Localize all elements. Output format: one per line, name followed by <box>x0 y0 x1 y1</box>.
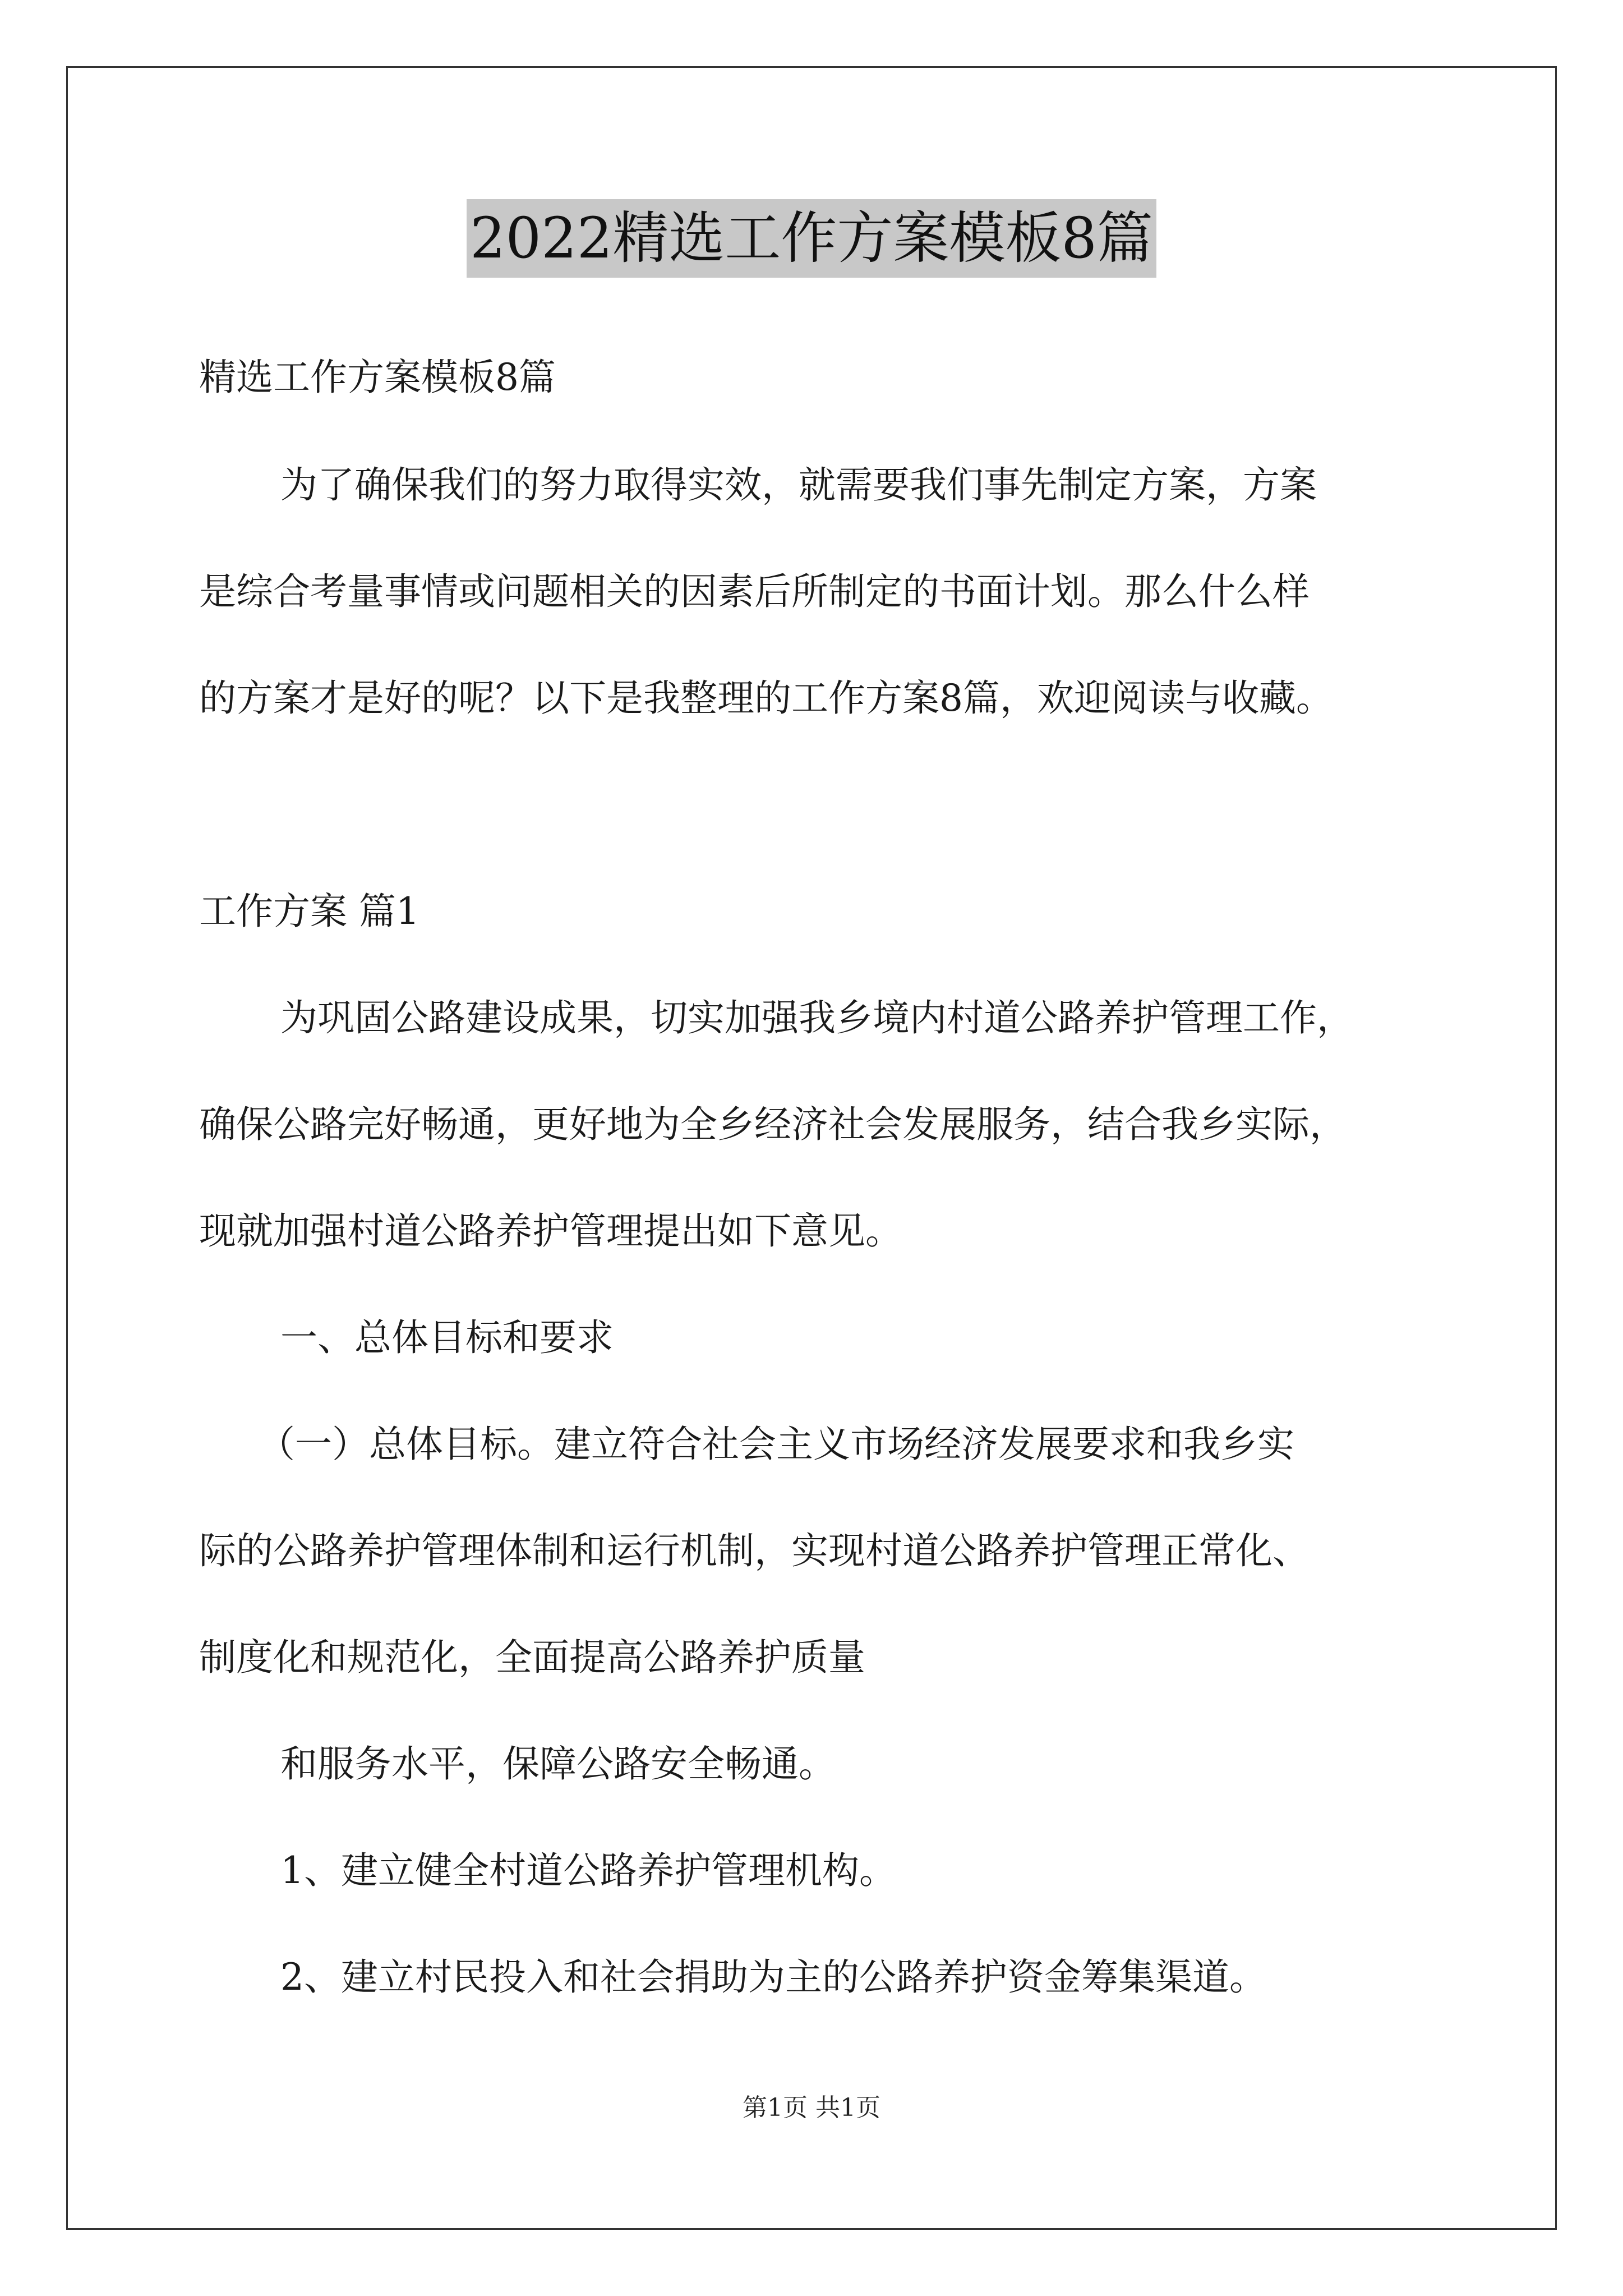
page-footer: 第1页 共1页 <box>743 2093 880 2122</box>
body-list-item: 2、建立村民投入和社会捐助为主的公路养护资金筹集渠道。 <box>280 1955 1266 1999</box>
intro-line-1: 为了确保我们的努力取得实效，就需要我们事先制定方案，方案 <box>280 463 1317 507</box>
body-line: 制度化和规范化，全面提高公路养护质量 <box>199 1636 865 1679</box>
body-line: 为巩固公路建设成果，切实加强我乡境内村道公路养护管理工作， <box>280 996 1354 1039</box>
document-subtitle: 精选工作方案模板8篇 <box>199 356 556 399</box>
intro-line-2: 是综合考量事情或问题相关的因素后所制定的书面计划。那么什么样 <box>199 570 1310 613</box>
body-list-item: 1、建立健全村道公路养护管理机构。 <box>280 1849 896 1892</box>
document-title: 2022精选工作方案模板8篇 <box>467 199 1156 278</box>
body-line: 现就加强村道公路养护管理提出如下意见。 <box>199 1209 902 1253</box>
section-heading: 工作方案 篇1 <box>199 890 419 933</box>
body-line: 确保公路完好畅通，更好地为全乡经济社会发展服务，结合我乡实际， <box>199 1103 1347 1146</box>
intro-line-3: 的方案才是好的呢？以下是我整理的工作方案8篇，欢迎阅读与收藏。 <box>199 677 1333 720</box>
body-line: （一）总体目标。建立符合社会主义市场经济发展要求和我乡实 <box>258 1423 1294 1466</box>
body-line: 和服务水平，保障公路安全畅通。 <box>280 1742 836 1786</box>
title-container <box>0 199 1623 278</box>
body-line: 际的公路养护管理体制和运行机制，实现村道公路养护管理正常化、 <box>199 1529 1310 1572</box>
body-heading: 一、总体目标和要求 <box>280 1316 614 1359</box>
